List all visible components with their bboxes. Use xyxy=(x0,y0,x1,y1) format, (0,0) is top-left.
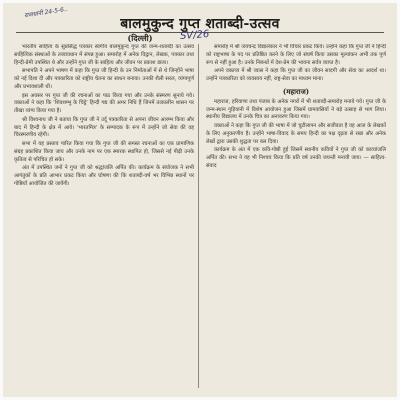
paragraph: महाराज, हरियाणा तथा पंजाब के अनेक नगरों में भी शताब्दी-समारोह मनाये गये। गुप्त जी के जन्म-स्थान गुड़ियानी में विशेष आयोजन हुआ जिसमें ग्रामवासियों ने बड़े उत्साह से भाग लिया। स्थानीय विद्यालय में उनके चित्र का अनावरण किया गया। xyxy=(206,98,386,121)
paragraph: वक्ताओं ने कहा कि गुप्त जी की भाषा में जो चुटीलापन और सजीवता है वह आज के लेखकों के लिए अनुकरणीय है। उन्होंने भाषा-विवाद के समय हिन्दी का पक्ष दृढ़ता से रखा और अनेक लेखों द्वारा उसकी शुद्धता पर बल दिया। xyxy=(206,123,386,145)
paragraph: सभा में यह प्रस्ताव पारित किया गया कि गुप्त जी की समस्त रचनाओं का एक प्रामाणिक संग्रह प्रकाशित किया जाय और उनके नाम पर एक स्मारक स्थापित हो, जिससे नई पीढ़ी उनके कृतित्व से परिचित हो सके। xyxy=(14,141,194,163)
reference-mark: SV/26 xyxy=(179,28,210,43)
handwritten-note: राजधानी 24-5-6.. xyxy=(23,5,69,20)
paragraph: समारोह में श्री जयचन्द्र विद्यालंकार ने भी विचार प्रकट किये। उन्होंने कहा कि गुप्त जी ने हिन्दी को राष्ट्रभाषा के पद पर प्रतिष्ठित करने के लिए जो संघर्ष किया उसका मूल्यांकन अभी तक पूर्ण रूप से नहीं हुआ है। उनके निबन्धों में देश-प्रेम की भावना सर्वत्र व्याप्त है। xyxy=(206,44,386,66)
article-byline: (दिल्ली) xyxy=(127,33,153,43)
paragraph: सभापति ने अपने भाषण में कहा कि गुप्त जी हिन्दी के उन निर्माताओं में से थे जिन्होंने भाषा को नई दिशा दी और पत्रकारिता को राष्ट्रीय चेतना का साधन बनाया। उनकी शैली सरल, व्यंग्यपूर्ण और प्रभावशाली थी। xyxy=(14,68,194,90)
paragraph: श्री विश्वनाथ जी ने बताया कि गुप्त जी ने उर्दू पत्रकारिता से अपना जीवन आरम्भ किया और बाद में हिन्दी के क्षेत्र में आये। 'भारतमित्र' के सम्पादक के रूप में उन्होंने जो सेवा की वह चिरस्मरणीय रहेगी। xyxy=(14,116,194,139)
paragraph: कार्यक्रम के अंत में एक कवि-गोष्ठी हुई जिसमें स्थानीय कवियों ने गुप्त जी को काव्यांजलि अर्पित की। सभा ने यह भी निश्चय किया कि प्रति वर्ष उनकी जयन्ती मनायी जाय। — साहित्य-संवाद xyxy=(206,147,386,169)
paragraph: इस अवसर पर गुप्त जी की रचनाओं का पाठ किया गया और उनके संस्मरण सुनाये गये। वक्ताओं ने कहा कि 'शिवशम्भु के चिट्ठे' हिन्दी गद्य की अमर निधि हैं जिनमें तत्कालीन शासन पर तीखा व्यंग्य किया गया है। xyxy=(14,92,194,114)
paragraph: अपने वक्तव्य में श्री व्यास ने कहा कि गुप्त जी का जीवन सादगी और सेवा का आदर्श था। उन्होंने पत्रकारिता को व्यवसाय नहीं, राष्ट्र-सेवा का माध्यम माना। xyxy=(206,68,386,82)
article-title: बालमुकुन्द गुप्त शताब्दी-उत्सव xyxy=(120,16,280,32)
paragraph: अंत में उपस्थित जनों ने गुप्त जी को श्रद्धांजलि अर्पित की। कार्यक्रम के संयोजक ने सभी आगंतुकों के प्रति आभार प्रकट किया और घोषणा की कि शताब्दी-वर्ष भर विभिन्न स्थानों पर गोष्ठियाँ आयोजित की जायेंगी। xyxy=(14,165,194,187)
left-column xyxy=(14,44,194,388)
column-divider xyxy=(198,44,199,388)
paragraph: भारतीय साहित्य के सुप्रसिद्ध पत्रकार स्वर्गीय बालमुकुन्द गुप्त की जन्म-शताब्दी का उत्सव साहित्यिक संस्थाओं के तत्त्वावधान में संपन्न हुआ। समारोह में अनेक विद्वान, लेखक, पत्रकार तथा हिन्दी-प्रेमी उपस्थित थे और उन्होंने गुप्त जी के साहित्य और जीवन पर प्रकाश डाला। xyxy=(14,44,194,66)
right-column xyxy=(206,44,386,388)
section-subhead: (महाराज) xyxy=(282,86,310,96)
